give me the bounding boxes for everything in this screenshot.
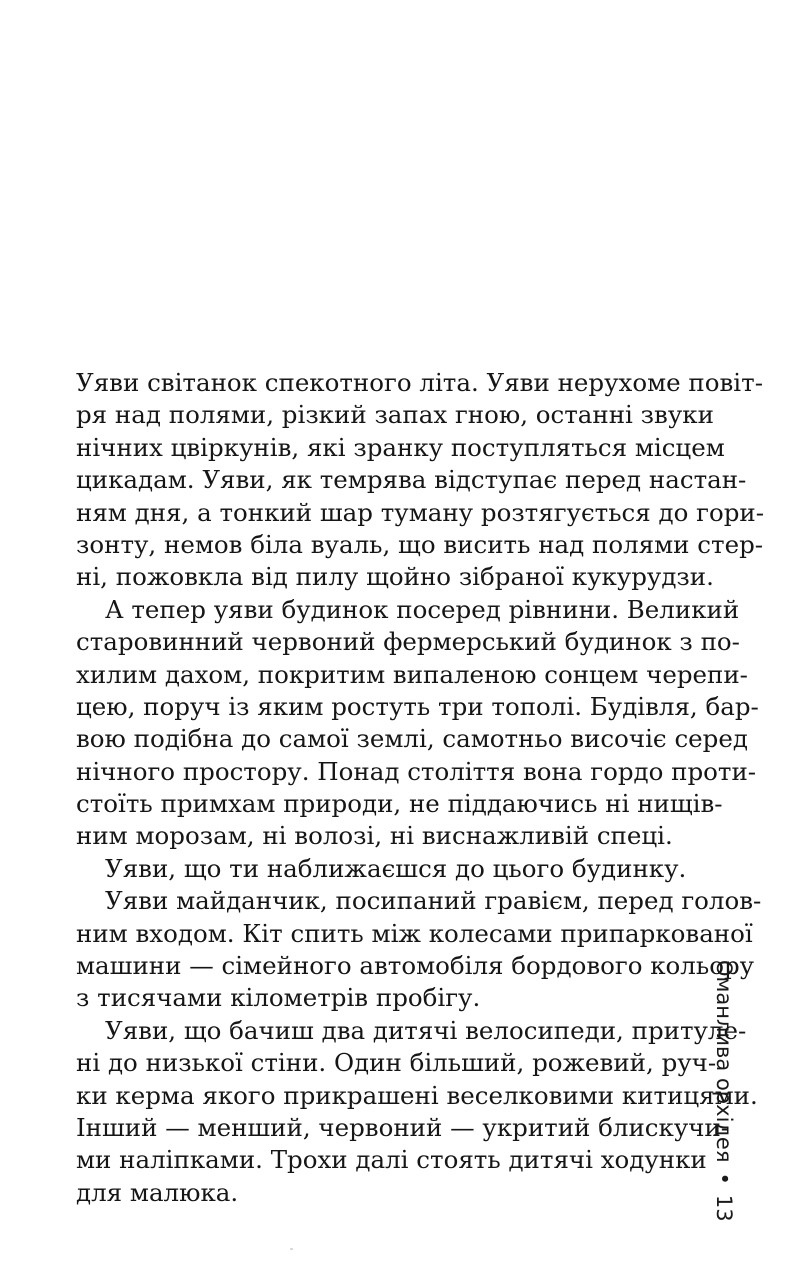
text-line: зонту, немов біла вуаль, що висить над полями стер-	[76, 529, 764, 559]
text-line: стоїть примхам природи, не піддаючись ні нищів-	[76, 789, 723, 819]
text-line: ним входом. Кіт спить між колесами припаркованої	[76, 918, 753, 948]
text-line: вою подібна до самої землі, самотньо височіє серед	[76, 724, 748, 754]
paragraph-first-line: Уяви майданчик, посипаний гравієм, перед голов-	[105, 886, 762, 916]
text-line: ки керма якого прикрашені веселковими китицями.	[76, 1080, 758, 1110]
text-line: ням дня, а тонкий шар туману розтягується до гори-	[76, 497, 765, 527]
separator-bullet: •	[712, 1172, 736, 1185]
paragraph-first-line: Уяви, що ти наближаєшся до цього будинку.	[105, 853, 687, 883]
paragraph-first-line: А тепер уяви будинок посеред рівнини. Великий	[105, 594, 740, 624]
page-number: 13	[712, 1194, 736, 1222]
text-line: Інший — менший, червоний — укритий блискучи-	[76, 1112, 730, 1142]
text-line: машини — сімейного автомобіля бордового кольору	[76, 951, 755, 981]
text-line: нічних цвіркунів, які зранку поступляться місцем	[76, 432, 725, 462]
text-line: цикадам. Уяви, як темрява відступає перед настан-	[76, 465, 747, 495]
text-line: ним морозам, ні волозі, ні виснажливій спеці.	[76, 821, 673, 851]
text-line: Уяви світанок спекотного літа. Уяви нерухоме повіт-	[76, 368, 763, 397]
text-line: ря над полями, різкий запах гною, останні звуки	[76, 400, 714, 430]
text-line: з тисячами кілометрів пробігу.	[76, 983, 481, 1013]
text-line: ні, пожовкла від пилу щойно зібраної кукурудзи.	[76, 562, 714, 592]
running-footer	[712, 960, 736, 1222]
text-line: ні до низької стіни. Один більший, рожевий, руч-	[76, 1048, 717, 1078]
scan-speck	[290, 1248, 293, 1250]
text-line: для малюка.	[76, 1177, 239, 1207]
book-title: Оманлива орхідея	[712, 960, 736, 1163]
text-line: цею, поруч із яким ростуть три тополі. Будівля, бар-	[76, 691, 759, 721]
text-line: хилим дахом, покритим випаленою сонцем черепи-	[76, 659, 748, 689]
text-line: старовинний червоний фермерський будинок з по-	[76, 627, 740, 657]
paragraph-first-line: Уяви, що бачиш два дитячі велосипеди, притуле-	[105, 1015, 747, 1045]
text-line: нічного простору. Понад століття вона гордо проти-	[76, 756, 757, 786]
text-line: ми наліпками. Трохи далі стоять дитячі ходунки	[76, 1145, 707, 1175]
